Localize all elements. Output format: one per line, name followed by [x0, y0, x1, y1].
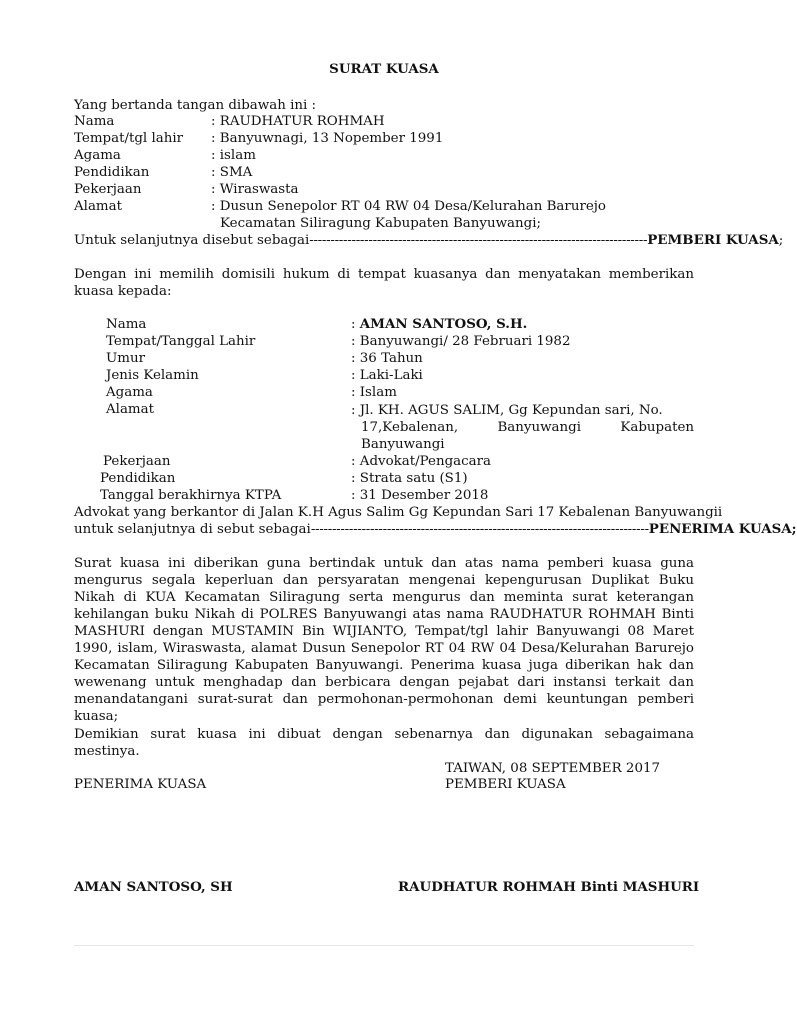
field-label: Tanggal berakhirnya KTPA	[100, 488, 282, 503]
dash-leader: --------------------------------------------------------------------------------	[310, 522, 649, 537]
field-label: Tempat/Tanggal Lahir	[106, 334, 256, 349]
field-label: Agama	[74, 148, 121, 163]
field-label: Tempat/tgl lahir	[74, 131, 184, 146]
penerima-pendidikan-row	[0, 470, 768, 487]
field-value: : Wiraswasta	[211, 182, 299, 197]
field-label: Pekerjaan	[103, 454, 171, 469]
field-label: Pendidikan	[74, 165, 150, 180]
domisili-paragraph: Dengan ini memilih domisili hukum di tempat kuasanya dan menyatakan memberikan kuasa kepada:	[74, 267, 694, 299]
pemberi-kuasa-label: PEMBERI KUASA	[445, 777, 566, 792]
footer-divider	[74, 945, 694, 946]
place-date: TAIWAN, 08 SEPTEMBER 2017	[445, 761, 661, 776]
field-value: : Banyuwangi/ 28 Februari 1982	[351, 334, 571, 349]
penerima-alamat-value	[351, 402, 694, 453]
signature-pemberi: RAUDHATUR ROHMAH Binti MASHURI	[398, 879, 700, 895]
field-value: : islam	[211, 148, 256, 163]
kantor-text: Advokat yang berkantor di Jalan K.H Agus Salim Gg Kepundan Sari 17 Kebalenan Banyuwangii	[74, 505, 723, 520]
body-paragraph: Surat kuasa ini diberikan guna bertindak untuk dan atas nama pemberi kuasa guna mengurus segala keperluan dan persyaratan mengenai kepengurusan Duplikat Buku Nikah di KUA Kecamatan Siliragung serta mengurus dan meminta surat keterangan kehilangan buku Nikah di POLRES Banyuwangi atas nama RAUDHATUR ROHMAH Binti MASHURI dengan MUSTAMIN Bin WIJIANTO, Tempat/tgl lahir Banyuwangi 08 Maret 1990, islam, Wiraswasta, alamat Dusun Senepolor RT 04 RW 04 Desa/Kelurahan Barurejo Kecamatan Siliragung Kabupaten Banyuwangi. Penerima kuasa juga diberikan hak dan wewenang untuk menghadap dan berbicara dengan pejabat dari instansi terkait dan menandatangani surat-surat dan permohonan-permohonan demi keuntungan pemberi kuasa;	[74, 556, 694, 724]
penerima-umur-row	[0, 350, 768, 367]
role-pemberi-kuasa: PEMBERI KUASA	[647, 232, 779, 248]
field-label: Agama	[106, 385, 153, 400]
field-value: Kecamatan Siliragung Kabupaten Banyuwangi;	[220, 216, 542, 231]
penerima-agama-row	[0, 384, 768, 401]
closing-paragraph: Demikian surat kuasa ini dibuat dengan sebenarnya dan digunakan sebagaimana mestinya.	[74, 727, 694, 759]
field-value: : Laki-Laki	[351, 368, 423, 383]
intro-text: Yang bertanda tangan dibawah ini :	[74, 98, 317, 113]
role-penerima-kuasa: PENERIMA KUASA;	[648, 521, 797, 537]
field-value: : 36 Tahun	[351, 351, 423, 366]
penerima-nama-row	[0, 316, 768, 333]
penerima-ttl-row	[0, 333, 768, 350]
field-label: Nama	[74, 114, 115, 129]
field-value: : Islam	[351, 385, 397, 400]
pemberi-designation-line	[74, 232, 784, 249]
field-value: : Banyuwnagi, 13 Nopember 1991	[211, 131, 444, 146]
field-label: Alamat	[74, 199, 122, 214]
penerima-pekerjaan-row	[0, 453, 768, 470]
signature-penerima: AMAN SANTOSO, SH	[74, 879, 233, 895]
field-label: Pekerjaan	[74, 182, 142, 197]
field-label: Umur	[106, 351, 146, 366]
field-value: : 31 Desember 2018	[351, 488, 489, 503]
field-value: : Advokat/Pengacara	[351, 454, 492, 469]
field-label: Alamat	[106, 402, 154, 417]
field-value: : Dusun Senepolor RT 04 RW 04 Desa/Kelurahan Barurejo	[211, 199, 606, 214]
field-label: Pendidikan	[100, 471, 176, 486]
field-value: : Strata satu (S1)	[351, 471, 468, 486]
dash-leader: --------------------------------------------------------------------------------	[309, 233, 648, 248]
penerima-designation-line	[74, 521, 797, 538]
penerima-kuasa-label: PENERIMA KUASA	[74, 777, 207, 792]
field-value	[351, 316, 527, 333]
penerima-ktpa-row	[0, 487, 768, 504]
penerima-jk-row	[0, 367, 768, 384]
alamat-continuation: 17,Kebalenan, Banyuwangi Kabupaten Banyuwangi	[361, 420, 694, 452]
field-value: : RAUDHATUR ROHMAH	[211, 114, 385, 129]
field-value: : SMA	[211, 165, 253, 180]
designation-text: untuk selanjutnya di sebut sebagai	[74, 522, 311, 537]
field-label: Jenis Kelamin	[106, 368, 199, 383]
designation-text: Untuk selanjutnya disebut sebagai	[74, 233, 310, 248]
alamat-line: : Jl. KH. AGUS SALIM, Gg Kepundan sari, No.	[351, 403, 663, 418]
document-title: SURAT KUASA	[329, 61, 439, 77]
colon: :	[351, 317, 360, 332]
semicolon: ;	[778, 233, 784, 248]
penerima-name: AMAN SANTOSO, S.H.	[359, 316, 528, 332]
field-label: Nama	[106, 317, 147, 332]
